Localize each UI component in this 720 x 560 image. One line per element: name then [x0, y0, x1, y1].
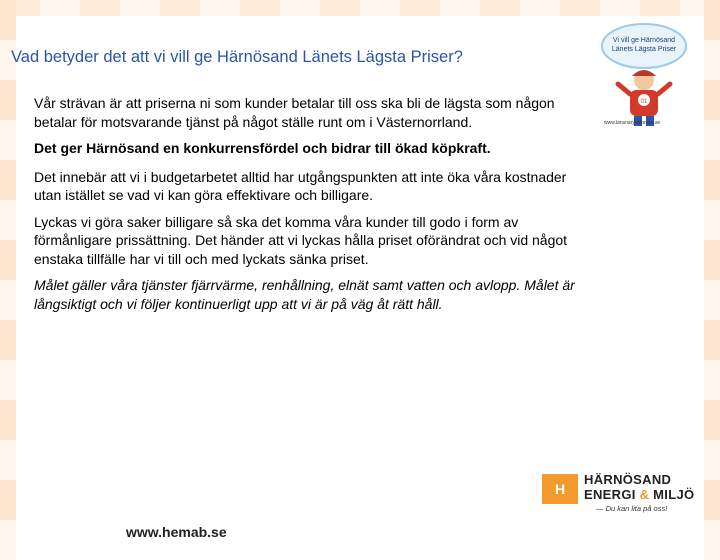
mascot-caption: www.lansnaryvalpriser.se: [604, 120, 661, 126]
logo-name-miljo: MILJÖ: [649, 487, 695, 502]
company-logo: [540, 472, 710, 522]
logo-name-line2: [584, 487, 694, 502]
mascot-badge-icon: [594, 16, 694, 134]
logo-ampersand: &: [639, 487, 650, 502]
paragraph-goal: Vår strävan är att priserna ni som kunder betalar till oss ska bli de lägsta som någon betalar för motsvarande tjänst på något ställe runt om i Västernorrland.: [34, 95, 555, 130]
mascot-badge-line1: Vi vill ge Härnösand: [612, 37, 676, 44]
paragraph-advantage: Det ger Härnösand en konkurrensfördel och bidrar till ökad köpkraft.: [34, 140, 491, 156]
logo-name-line1: HÄRNÖSAND: [584, 472, 672, 487]
paragraph-pricing: Lyckas vi göra saker billigare så ska det komma våra kunder till godo i form av förmånligare prissättning. Det händer att vi lyckas hålla priset oförändrat och vid något enstaka tillfälle har vi till och med lyckats sänka priset.: [34, 213, 568, 267]
mascot-number: 01: [640, 99, 648, 105]
mascot-badge-line2: Länets Lägsta Priser: [611, 46, 677, 53]
decorative-top-strip: [0, 0, 720, 16]
decorative-left-strip: [0, 0, 16, 540]
paragraph-services: Målet gäller våra tjänster fjärrvärme, renhållning, elnät samt vatten och avlopp. Målet är långsiktigt och vi följer kontinuerligt upp att vi är på väg åt rätt håll.: [34, 277, 575, 312]
logo-slogan: — Du kan lita på oss!: [596, 504, 668, 513]
slide-body: [34, 94, 582, 321]
footer-website-link[interactable]: www.hemab.se: [126, 524, 227, 540]
logo-name-energi: ENERGI: [584, 487, 640, 502]
slide-title: Vad betyder det att vi vill ge Härnösand Länets Lägsta Priser?: [11, 48, 463, 66]
decorative-right-strip: [704, 0, 720, 540]
logo-mark-icon: H: [542, 474, 578, 504]
paragraph-budget: Det innebär att vi i budgetarbetet alltid har utgångspunkten att inte öka våra kostnader utan istället se vad vi kan göra effektivare och billigare.: [34, 168, 567, 203]
